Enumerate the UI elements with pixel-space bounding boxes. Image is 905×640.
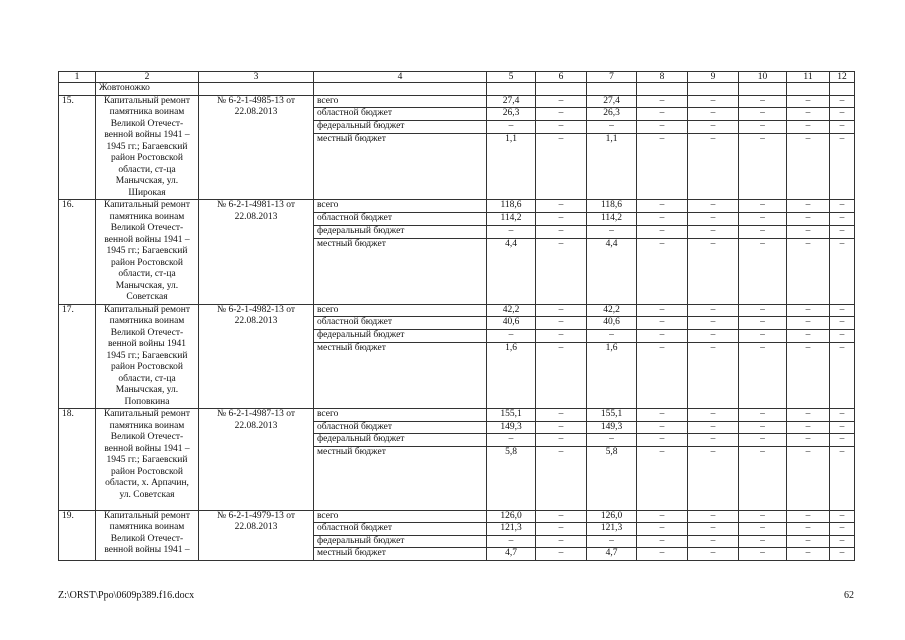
- budget-value-9: –: [688, 535, 739, 548]
- budget-value-6: –: [536, 200, 587, 213]
- budget-value-8: –: [637, 95, 688, 108]
- budget-value-11: –: [787, 434, 830, 447]
- budget-value-6: –: [536, 108, 587, 121]
- budget-value-10: –: [739, 434, 787, 447]
- budget-value-6: –: [536, 95, 587, 108]
- budget-value-11: –: [787, 134, 830, 200]
- item-number: 17.: [59, 304, 96, 409]
- budget-row: [59, 95, 855, 108]
- budget-source: федеральный бюджет: [314, 434, 487, 447]
- budget-value-11: –: [787, 421, 830, 434]
- budget-source: областной бюджет: [314, 523, 487, 536]
- budget-value-7: 126,0: [587, 510, 637, 523]
- budget-value-12: –: [830, 434, 855, 447]
- budget-value-5: 114,2: [487, 212, 536, 225]
- budget-value-9: –: [688, 108, 739, 121]
- col-number: 4: [314, 72, 487, 83]
- budget-value-11: –: [787, 317, 830, 330]
- budget-value-11: –: [787, 108, 830, 121]
- budget-value-5: –: [487, 225, 536, 238]
- budget-value-10: –: [739, 200, 787, 213]
- budget-value-11: –: [787, 200, 830, 213]
- budget-value-10: –: [739, 108, 787, 121]
- object-description: Капитальный ремонт памятника воинам Великой Отечест-венной войны 1941 – 1945 гг.; Багаевский район Ростовской области, ст-ца Манычская, ул. Советская: [96, 200, 199, 305]
- budget-value-6: –: [536, 421, 587, 434]
- budget-value-6: –: [536, 548, 587, 561]
- budget-value-7: –: [587, 535, 637, 548]
- budget-value-10: –: [739, 535, 787, 548]
- budget-value-8: –: [637, 200, 688, 213]
- budget-value-7: 1,1: [587, 134, 637, 200]
- col-number: 1: [59, 72, 96, 83]
- item-number: 18.: [59, 409, 96, 511]
- budget-value-8: –: [637, 238, 688, 304]
- budget-value-5: 4,4: [487, 238, 536, 304]
- budget-value-12: –: [830, 421, 855, 434]
- budget-source: областной бюджет: [314, 317, 487, 330]
- budget-value-8: –: [637, 434, 688, 447]
- budget-value-7: 26,3: [587, 108, 637, 121]
- col-number: 6: [536, 72, 587, 83]
- budget-value-11: –: [787, 121, 830, 134]
- budget-source: областной бюджет: [314, 212, 487, 225]
- budget-value-10: –: [739, 95, 787, 108]
- budget-value-9: –: [688, 523, 739, 536]
- budget-value-7: 40,6: [587, 317, 637, 330]
- budget-source: федеральный бюджет: [314, 225, 487, 238]
- continuation-row: [59, 83, 855, 96]
- budget-value-5: 27,4: [487, 95, 536, 108]
- budget-row: [59, 510, 855, 523]
- budget-value-9: –: [688, 317, 739, 330]
- budget-value-10: –: [739, 317, 787, 330]
- budget-value-7: 121,3: [587, 523, 637, 536]
- budget-value-8: –: [637, 225, 688, 238]
- col-number: 8: [637, 72, 688, 83]
- budget-value-5: –: [487, 121, 536, 134]
- budget-value-10: –: [739, 212, 787, 225]
- budget-row: [59, 409, 855, 422]
- budget-value-10: –: [739, 134, 787, 200]
- budget-value-5: 121,3: [487, 523, 536, 536]
- budget-value-5: 1,1: [487, 134, 536, 200]
- budget-value-9: –: [688, 304, 739, 317]
- budget-value-7: 114,2: [587, 212, 637, 225]
- budget-value-8: –: [637, 317, 688, 330]
- budget-value-7: 1,6: [587, 343, 637, 409]
- budget-value-5: 126,0: [487, 510, 536, 523]
- budget-value-5: –: [487, 434, 536, 447]
- budget-value-12: –: [830, 446, 855, 510]
- budget-value-11: –: [787, 212, 830, 225]
- budget-value-8: –: [637, 134, 688, 200]
- document-reference: № 6-2-1-4985-13 от 22.08.2013: [199, 95, 314, 200]
- budget-value-11: –: [787, 225, 830, 238]
- object-description: Капитальный ремонт памятника воинам Великой Отечест-венной войны 1941 – 1945 гг.; Багаевский район Ростовской области, ст-ца Манычская, ул. Широкая: [96, 95, 199, 200]
- budget-value-11: –: [787, 535, 830, 548]
- budget-value-8: –: [637, 108, 688, 121]
- budget-value-6: –: [536, 409, 587, 422]
- budget-value-10: –: [739, 238, 787, 304]
- budget-value-6: –: [536, 523, 587, 536]
- budget-value-7: 4,4: [587, 238, 637, 304]
- budget-value-5: 26,3: [487, 108, 536, 121]
- budget-value-9: –: [688, 225, 739, 238]
- footer-page-number: 62: [844, 590, 854, 601]
- budget-value-10: –: [739, 523, 787, 536]
- col-number: 7: [587, 72, 637, 83]
- col-number: 5: [487, 72, 536, 83]
- object-description: Капитальный ремонт памятника воинам Великой Отечест-венной войны 1941 –: [96, 510, 199, 560]
- budget-source: федеральный бюджет: [314, 330, 487, 343]
- budget-value-12: –: [830, 304, 855, 317]
- footer-file-path: Z:\ORST\Ppo\0609p389.f16.docx: [58, 590, 195, 601]
- budget-value-10: –: [739, 548, 787, 561]
- budget-value-7: –: [587, 434, 637, 447]
- budget-value-10: –: [739, 121, 787, 134]
- budget-value-12: –: [830, 200, 855, 213]
- budget-source: всего: [314, 510, 487, 523]
- item-number: 15.: [59, 95, 96, 200]
- budget-source: всего: [314, 200, 487, 213]
- budget-value-12: –: [830, 212, 855, 225]
- budget-row: [59, 304, 855, 317]
- budget-value-10: –: [739, 304, 787, 317]
- budget-value-8: –: [637, 523, 688, 536]
- budget-value-8: –: [637, 343, 688, 409]
- budget-value-7: 118,6: [587, 200, 637, 213]
- budget-value-6: –: [536, 121, 587, 134]
- budget-value-9: –: [688, 212, 739, 225]
- budget-value-9: –: [688, 343, 739, 409]
- budget-value-11: –: [787, 510, 830, 523]
- budget-value-8: –: [637, 548, 688, 561]
- budget-value-5: 1,6: [487, 343, 536, 409]
- budget-value-6: –: [536, 212, 587, 225]
- budget-value-7: 149,3: [587, 421, 637, 434]
- budget-value-5: 155,1: [487, 409, 536, 422]
- program-table: [58, 71, 855, 561]
- budget-value-11: –: [787, 95, 830, 108]
- budget-value-9: –: [688, 134, 739, 200]
- budget-value-6: –: [536, 225, 587, 238]
- budget-value-5: 4,7: [487, 548, 536, 561]
- budget-value-10: –: [739, 225, 787, 238]
- budget-value-10: –: [739, 446, 787, 510]
- budget-source: федеральный бюджет: [314, 535, 487, 548]
- budget-value-5: 118,6: [487, 200, 536, 213]
- budget-value-12: –: [830, 343, 855, 409]
- budget-value-6: –: [536, 343, 587, 409]
- budget-value-10: –: [739, 421, 787, 434]
- budget-source: всего: [314, 95, 487, 108]
- budget-value-6: –: [536, 134, 587, 200]
- budget-value-11: –: [787, 343, 830, 409]
- budget-source: местный бюджет: [314, 343, 487, 409]
- budget-value-12: –: [830, 535, 855, 548]
- budget-value-10: –: [739, 343, 787, 409]
- budget-value-12: –: [830, 548, 855, 561]
- budget-value-12: –: [830, 95, 855, 108]
- budget-value-11: –: [787, 446, 830, 510]
- budget-value-7: 4,7: [587, 548, 637, 561]
- budget-source: федеральный бюджет: [314, 121, 487, 134]
- document-reference: № 6-2-1-4981-13 от 22.08.2013: [199, 200, 314, 305]
- budget-value-12: –: [830, 238, 855, 304]
- budget-value-9: –: [688, 200, 739, 213]
- budget-value-5: 40,6: [487, 317, 536, 330]
- budget-value-11: –: [787, 304, 830, 317]
- budget-source: местный бюджет: [314, 238, 487, 304]
- budget-value-11: –: [787, 330, 830, 343]
- budget-source: областной бюджет: [314, 108, 487, 121]
- budget-value-8: –: [637, 535, 688, 548]
- col-number: 10: [739, 72, 787, 83]
- budget-value-6: –: [536, 317, 587, 330]
- budget-value-10: –: [739, 510, 787, 523]
- budget-value-6: –: [536, 535, 587, 548]
- budget-value-11: –: [787, 548, 830, 561]
- budget-row: [59, 200, 855, 213]
- budget-value-6: –: [536, 446, 587, 510]
- budget-value-8: –: [637, 212, 688, 225]
- budget-value-8: –: [637, 446, 688, 510]
- budget-value-12: –: [830, 225, 855, 238]
- budget-source: областной бюджет: [314, 421, 487, 434]
- budget-value-7: –: [587, 121, 637, 134]
- budget-value-9: –: [688, 330, 739, 343]
- budget-value-9: –: [688, 409, 739, 422]
- budget-value-10: –: [739, 409, 787, 422]
- col-number: 2: [96, 72, 199, 83]
- object-description: Капитальный ремонт памятника воинам Великой Отечест-венной войны 1941 1945 гг.; Багаевский район Ростовской области, ст-ца Манычская, ул. Поповкина: [96, 304, 199, 409]
- budget-value-11: –: [787, 523, 830, 536]
- budget-value-5: 5,8: [487, 446, 536, 510]
- budget-value-7: 27,4: [587, 95, 637, 108]
- budget-value-7: –: [587, 225, 637, 238]
- column-number-row: [59, 72, 855, 83]
- budget-value-5: –: [487, 535, 536, 548]
- budget-value-9: –: [688, 446, 739, 510]
- budget-value-12: –: [830, 317, 855, 330]
- budget-value-8: –: [637, 510, 688, 523]
- budget-source: всего: [314, 304, 487, 317]
- budget-source: местный бюджет: [314, 548, 487, 561]
- budget-value-7: 155,1: [587, 409, 637, 422]
- budget-value-10: –: [739, 330, 787, 343]
- budget-value-11: –: [787, 409, 830, 422]
- budget-source: местный бюджет: [314, 134, 487, 200]
- budget-value-6: –: [536, 330, 587, 343]
- budget-value-5: –: [487, 330, 536, 343]
- col-number: 9: [688, 72, 739, 83]
- budget-value-12: –: [830, 108, 855, 121]
- budget-value-8: –: [637, 304, 688, 317]
- budget-value-9: –: [688, 510, 739, 523]
- budget-value-7: –: [587, 330, 637, 343]
- budget-value-6: –: [536, 434, 587, 447]
- budget-value-9: –: [688, 121, 739, 134]
- budget-value-9: –: [688, 421, 739, 434]
- col-number: 3: [199, 72, 314, 83]
- budget-value-6: –: [536, 510, 587, 523]
- continuation-text: Жовтоножко: [96, 83, 199, 96]
- budget-value-11: –: [787, 238, 830, 304]
- budget-value-8: –: [637, 330, 688, 343]
- document-reference: № 6-2-1-4982-13 от 22.08.2013: [199, 304, 314, 409]
- item-number: 16.: [59, 200, 96, 305]
- budget-value-12: –: [830, 330, 855, 343]
- item-number: 19.: [59, 510, 96, 560]
- budget-value-12: –: [830, 523, 855, 536]
- col-number: 12: [830, 72, 855, 83]
- budget-value-9: –: [688, 95, 739, 108]
- budget-value-9: –: [688, 238, 739, 304]
- budget-value-8: –: [637, 421, 688, 434]
- budget-value-7: 42,2: [587, 304, 637, 317]
- budget-value-6: –: [536, 304, 587, 317]
- budget-value-5: 42,2: [487, 304, 536, 317]
- object-description: Капитальный ремонт памятника воинам Великой Отечест-венной войны 1941 – 1945 гг.; Багаевский район Ростовской области, х. Арпачин, ул. Советская: [96, 409, 199, 511]
- budget-value-9: –: [688, 434, 739, 447]
- document-reference: № 6-2-1-4987-13 от 22.08.2013: [199, 409, 314, 511]
- budget-value-6: –: [536, 238, 587, 304]
- budget-value-12: –: [830, 121, 855, 134]
- budget-value-5: 149,3: [487, 421, 536, 434]
- budget-value-12: –: [830, 409, 855, 422]
- budget-source: местный бюджет: [314, 446, 487, 510]
- budget-source: всего: [314, 409, 487, 422]
- budget-value-7: 5,8: [587, 446, 637, 510]
- budget-value-9: –: [688, 548, 739, 561]
- col-number: 11: [787, 72, 830, 83]
- budget-value-8: –: [637, 121, 688, 134]
- budget-value-8: –: [637, 409, 688, 422]
- budget-value-12: –: [830, 134, 855, 200]
- budget-value-12: –: [830, 510, 855, 523]
- document-reference: № 6-2-1-4979-13 от 22.08.2013: [199, 510, 314, 560]
